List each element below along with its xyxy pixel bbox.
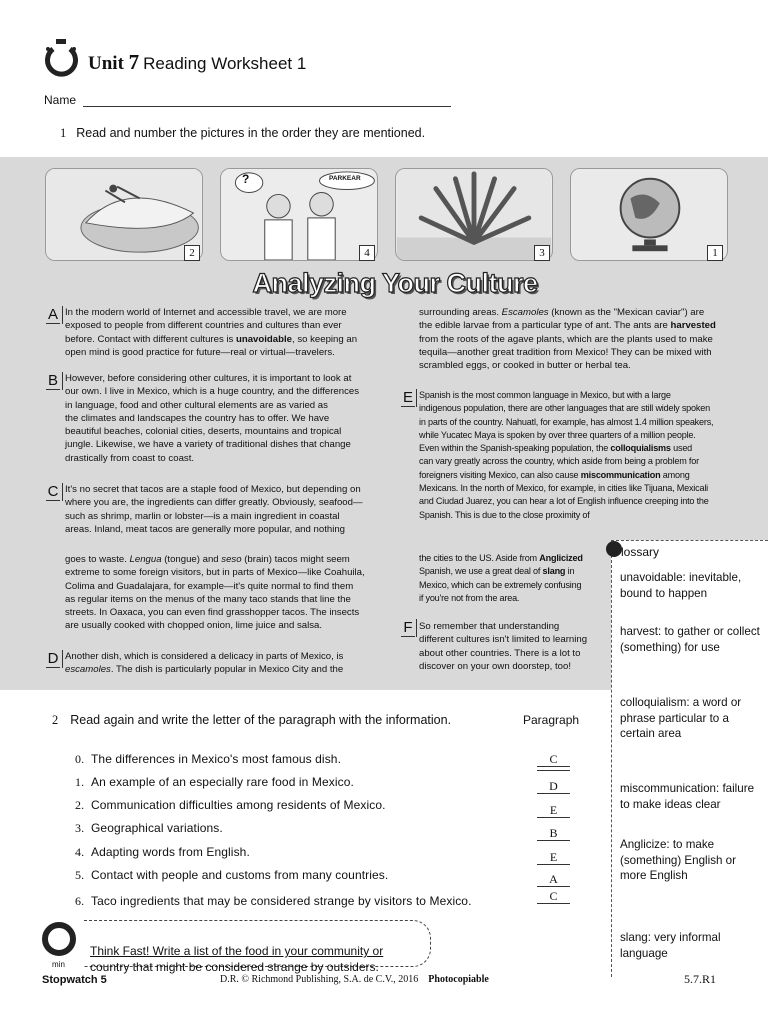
question-item: 0. The differences in Mexico's most famous dish.: [75, 752, 342, 766]
answer-field[interactable]: A: [537, 872, 570, 887]
article-title: Analyzing Your Culture: [252, 268, 538, 298]
paragraph-letter-a: A: [47, 306, 58, 323]
paragraph-c-continued: goes to waste. Lengua (tongue) and seso (brain) tacos might seem extreme to some foreign visitors, but in parts of Mexico—like Coahuila, Colima and Guadalajara, for example—it's quite normal to find them as regular items on the menus of the many taco stands that line the streets. In Oaxaca, you can even find grasshopper tacos. The insects are usually cooked with chopped onion, lime juice and salsa.: [65, 554, 365, 632]
question-item: 5. Contact with people and customs from many countries.: [75, 868, 389, 882]
footer-copyright: D.R. © Richmond Publishing, S.A. de C.V., 2016 Photocopiable: [220, 974, 489, 985]
paragraph-d: Another dish, which is considered a delicacy in parts of Mexico, is escamoles. The dish is particularly popular in Mexico City and the: [65, 651, 344, 676]
glossary-g-icon: [606, 541, 622, 557]
worksheet-code: 5.7.R1: [684, 972, 717, 986]
speech-bubble-parkear: PARKEAR: [329, 175, 361, 182]
stopwatch-icon: [42, 922, 76, 956]
question-item: 6. Taco ingredients that may be considered strange by visitors to Mexico.: [75, 894, 472, 908]
paragraph-letter-d: D: [47, 650, 59, 667]
agave-plant-picture: [395, 168, 553, 261]
picture-number-4: 1: [707, 245, 723, 261]
paragraph-letter-b: B: [47, 372, 58, 389]
task2-instruction: 2 Read again and write the letter of the paragraph with the information.: [52, 713, 452, 727]
letter-bar: [62, 483, 63, 501]
minutes-label: min: [52, 960, 65, 969]
answer-field[interactable]: B: [537, 826, 570, 841]
paragraph-letter-e: E: [402, 389, 413, 406]
letter-bar: [62, 306, 63, 324]
letter-bar: [62, 650, 63, 668]
paragraph-f: So remember that understanding different cultures isn't limited to learning about other countries. There is a lot to discover on your own doorstep, too!: [419, 621, 588, 672]
answer-field[interactable]: E: [537, 803, 570, 818]
glossary-entry: unavoidable: inevitable, bound to happen: [620, 571, 742, 600]
paragraph-column-label: Paragraph: [523, 713, 580, 727]
glossary-entry: slang: very informal language: [620, 931, 721, 960]
unit-title: Unit 7 Reading Worksheet 1: [88, 50, 307, 74]
glossary-box: [611, 540, 768, 977]
question-item: 1. An example of an especially rare food in Mexico.: [75, 775, 354, 789]
grasshopper-taco-picture: [45, 168, 203, 261]
letter-bar: [416, 389, 417, 407]
paragraph-e-continued: the cities to the US. Aside from Anglicized Spanish, we use a great deal of slang in Mexico, which can be extremely confusing if you're not from the area.: [419, 553, 583, 603]
question-item: 3. Geographical variations.: [75, 821, 223, 835]
think-fast-prompt: Think Fast! Write a list of the food in your community or country that might be considered strange by outsiders.: [90, 944, 384, 974]
task1-instruction: 1 Read and number the pictures in the order they are mentioned.: [60, 126, 426, 140]
question-item: 4. Adapting words from English.: [75, 845, 250, 859]
picture-number-1: 2: [184, 245, 200, 261]
glossary-entry: harvest: to gather or collect (something) for use: [620, 625, 760, 654]
paragraph-c: It's no secret that tacos are a staple food of Mexico, but depending on where you are, the ingredients can differ greatly. Obviously, seafood— such as shrimp, marlin or lobster—is a main ingredient in coastal areas. Inland, meat tacos are generally more popular, and nothing: [65, 484, 363, 535]
picture-number-3: 3: [534, 245, 550, 261]
stopwatch-brand: Stopwatch 5: [42, 974, 107, 986]
answer-field[interactable]: C: [537, 752, 570, 767]
name-label: Name: [44, 93, 77, 107]
paragraph-b: However, before considering other cultures, it is important to look at our own. I live in Mexico, which is a huge country, and the differences in language, food and other cultural elements are as varied as the climates and landscapes the country has to offer. We have beautiful beaches, colonial cities, deserts, mountains and tropical jungle. Likewise, we have a variety of traditional dishes that change drastically from coast to coast.: [65, 373, 360, 464]
answer-double-line: [537, 770, 570, 771]
letter-bar: [62, 372, 63, 390]
answer-field[interactable]: C: [537, 889, 570, 904]
stopwatch-logo-icon: [44, 39, 78, 79]
glossary-title: lossary: [621, 545, 660, 559]
letter-bar: [416, 619, 417, 637]
globe-picture: [570, 168, 728, 261]
paragraph-letter-c: C: [47, 483, 59, 500]
paragraph-a: In the modern world of Internet and accessible travel, we are more exposed to people from different countries and cultures than ever before. Contact with different cultures is unavoidable, so keeping an open mind is good practice for future—real or virtual—travelers.: [65, 307, 358, 358]
paragraph-e: Spanish is the most common language in Mexico, but with a large indigenous population, there are other languages that are still widely spoken in parts of the country. Nahuatl, for example, has almost 1.4 million speakers, while Yucatec Maya is spoken by over three quarters of a million people. Even within the Spanish-speaking population, the colloquialisms used can vary greatly across the country, which aside from being a problem for foreigners visiting Mexico, can also cause miscommunication among Mexicans. In the north of Mexico, for example, in cities like Tijuana, Mexicali and Ciudad Juarez, you can hear a lot of English influence creeping into the Spanish. This is due to the close proximity of: [419, 390, 714, 520]
speech-bubble-question: ?: [242, 172, 250, 186]
paragraph-d-continued: surrounding areas. Escamoles (known as the "Mexican caviar") are the edible larvae from a particular type of ant. The ants are harvested from the roots of the agave plants, which are the plants used to make tequila—another great tradition from Mexico! They can be mixed with scrambled eggs, or cooked in butter or herbal tea.: [419, 307, 716, 372]
question-item: 2. Communication difficulties among residents of Mexico.: [75, 798, 386, 812]
name-field-line[interactable]: [83, 106, 451, 107]
glossary-entry: miscommunication: failure to make ideas clear: [620, 782, 755, 811]
glossary-entry: Anglicize: to make (something) English or more English: [620, 838, 736, 882]
answer-field[interactable]: D: [537, 779, 570, 794]
answer-field[interactable]: E: [537, 850, 570, 865]
glossary-entry: colloquialism: a word or phrase particular to a certain area: [620, 696, 742, 740]
paragraph-letter-f: F: [401, 619, 415, 637]
picture-number-2: 4: [359, 245, 375, 261]
